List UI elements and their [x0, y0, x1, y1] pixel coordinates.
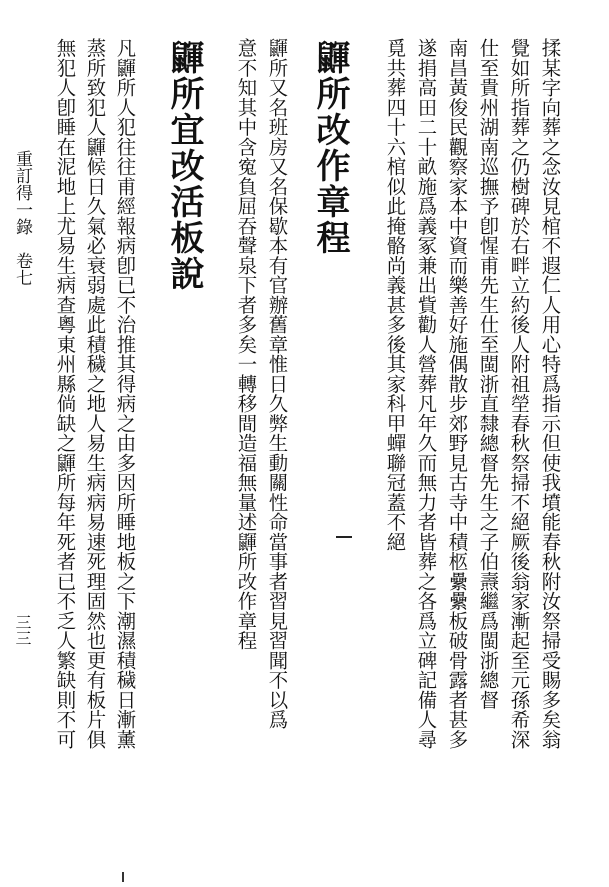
- text-column-10: 蒸所致犯人鼲候日久氣必衰弱處此積穢之地人易生病病易速死理固然也更有板片俱: [83, 38, 107, 749]
- text-column-7: 鼲所又名班房又名保歇本有官辦舊章惟日久弊生動關性命當事者習見習聞不以爲: [265, 38, 289, 730]
- text-column-4: 南昌黃俊民觀察家本中資而樂善好施偶散步郊野見古寺中積柩纍纍板破骨露者甚多: [445, 38, 469, 749]
- text-column-6: 覓共葬四十六棺似此掩骼尚義甚多後其家科甲蟬聯冠蓋不絕: [383, 38, 407, 552]
- text-column-3: 仕至貴州湖南巡撫予卽惺甫先生仕至閩浙直隸總督先生之子伯燾繼爲閩浙總督: [476, 38, 500, 710]
- text-column-1: 揉某字向葬之念汝見棺不遐仁人用心特爲指示但使我墳能春秋附汝祭掃受賜多矣翁: [538, 38, 562, 749]
- text-column-8: 意不知其中含寃負屈吞聲泉下者多矣一轉移間造福無量述鼲所改作章程: [234, 38, 258, 651]
- printer-tick-mark: [122, 872, 124, 882]
- section-heading-2: 鼲所宜改活板說: [164, 40, 204, 292]
- page-number: 三三: [13, 614, 32, 646]
- text-column-9: 凡鼲所人犯往往甫經報病卽已不治推其得病之由多因所睡地板之下潮濕積穢日漸薰: [113, 38, 137, 749]
- text-column-11: 無犯人卽睡在泥地上尤易生病查粵東州縣倘缺之鼲所每年死者已不乏人繁缺則不可: [53, 38, 77, 749]
- running-title: 重訂得一錄 卷七: [12, 150, 32, 286]
- printer-dash-mark: [336, 536, 352, 538]
- text-column-5: 遂捐高田二十畝施爲義冢兼出貲勸人營葬凡年久而無力者皆葬之各爲立碑記備人尋: [414, 38, 438, 749]
- text-column-2: 覺如所指葬之仍樹碑於右畔立約後人附祖塋春秋祭掃不絕厥後翁家漸起至元孫希深: [507, 38, 531, 749]
- section-heading-1: 鼲所改作章程: [310, 40, 350, 256]
